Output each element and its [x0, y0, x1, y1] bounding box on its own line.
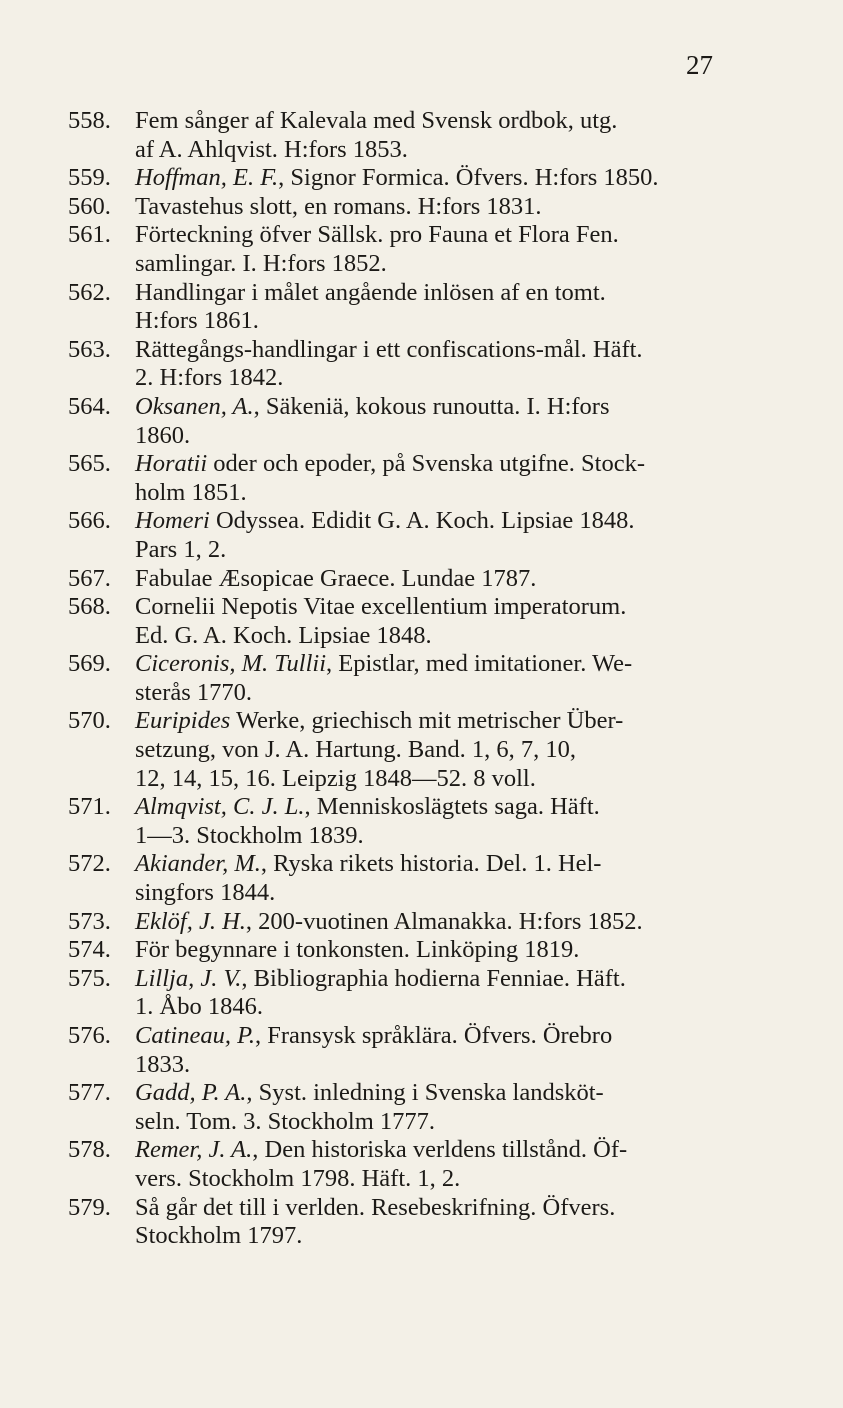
- entry-author: Horatii: [135, 450, 208, 478]
- entry-text: af A. Ahlqvist. H:fors 1853.: [135, 135, 408, 163]
- entry-author: Almqvist, C. J. L.: [135, 793, 305, 821]
- entry-line: [135, 822, 803, 851]
- entry-text: Fem sånger af Kalevala med Svensk ordbok, utg.: [135, 107, 618, 134]
- bibliography-entry: [0, 793, 843, 850]
- entry-number: 559.: [68, 164, 111, 192]
- entry-number: 566.: [68, 507, 111, 535]
- entry-text: Ed. G. A. Koch. Lipsiae 1848.: [135, 621, 432, 649]
- bibliography-entry: [0, 1136, 843, 1193]
- entry-text: 1860.: [135, 421, 191, 449]
- entry-author: Remer, J. A.: [135, 1136, 253, 1164]
- entry-line: [135, 736, 803, 765]
- entry-author: Ciceronis, M. Tullii: [135, 650, 327, 678]
- bibliography-entry: [0, 393, 843, 450]
- page-number: 27: [686, 50, 713, 80]
- entry-line: [135, 565, 803, 594]
- entry-number: 567.: [68, 564, 111, 592]
- entry-number: 560.: [68, 192, 111, 220]
- bibliography-entry: [0, 1022, 843, 1079]
- entry-text: , Fransysk språklära. Öfvers. Örebro: [255, 1022, 613, 1049]
- entry-number: 573.: [68, 907, 111, 935]
- entry-text: Pars 1, 2.: [135, 535, 227, 563]
- entry-text: , Syst. inledning i Svenska landsköt-: [246, 1079, 604, 1107]
- bibliography-list: [0, 107, 843, 1251]
- entry-number: 576.: [68, 1022, 111, 1049]
- entry-number: 563.: [68, 335, 111, 363]
- bibliography-entry: [0, 221, 843, 278]
- entry-line: [135, 422, 803, 451]
- bibliography-entry: [0, 965, 843, 1022]
- entry-line: [135, 279, 803, 308]
- entry-line: [135, 107, 803, 136]
- entry-text: 1833.: [135, 1050, 191, 1078]
- bibliography-entry: [0, 279, 843, 336]
- entry-line: [135, 250, 803, 279]
- entry-text: vers. Stockholm 1798. Häft. 1, 2.: [135, 1164, 461, 1192]
- entry-text: samlingar. I. H:fors 1852.: [135, 249, 387, 277]
- entry-line: [135, 1165, 803, 1194]
- bibliography-entry: [0, 1079, 843, 1136]
- entry-line: [135, 993, 803, 1022]
- bibliography-entry: [0, 936, 843, 965]
- entry-text: , Signor Formica. Öfvers. H:fors 1850.: [278, 164, 659, 192]
- entry-number: 565.: [68, 450, 111, 478]
- entry-author: Euripides: [135, 707, 231, 735]
- entry-text: Cornelii Nepotis Vitae excellentium imperatorum.: [135, 593, 627, 621]
- entry-text: H:fors 1861.: [135, 307, 259, 335]
- entry-line: [135, 765, 803, 794]
- entry-line: [135, 908, 803, 937]
- entry-number: 564.: [68, 392, 111, 420]
- entry-line: [135, 393, 803, 422]
- entry-text: , Säkeniä, kokous runoutta. I. H:fors: [253, 392, 610, 420]
- entry-line: [135, 593, 803, 622]
- entry-line: [135, 193, 803, 222]
- bibliography-entry: [0, 707, 843, 793]
- entry-line: [135, 364, 803, 393]
- entry-number: 577.: [68, 1079, 111, 1107]
- entry-line: [135, 793, 803, 822]
- entry-text: 1—3. Stockholm 1839.: [135, 821, 364, 849]
- entry-line: [135, 307, 803, 336]
- entry-number: 569.: [68, 650, 111, 678]
- entry-number: 562.: [68, 278, 111, 306]
- bibliography-entry: [0, 164, 843, 193]
- entry-text: , Ryska rikets historia. Del. 1. Hel-: [260, 850, 602, 878]
- entry-text: 12, 14, 15, 16. Leipzig 1848—52. 8 voll.: [135, 764, 536, 792]
- entry-text: Stockholm 1797.: [135, 1222, 303, 1250]
- entry-line: [135, 965, 803, 994]
- bibliography-entry: [0, 650, 843, 707]
- entry-line: [135, 536, 803, 565]
- entry-author: Akiander, M.: [135, 850, 261, 878]
- bibliography-entry: [0, 450, 843, 507]
- entry-text: seln. Tom. 3. Stockholm 1777.: [135, 1107, 436, 1135]
- entry-text: 2. H:fors 1842.: [135, 364, 284, 392]
- entry-line: [135, 164, 803, 193]
- entry-number: 578.: [68, 1136, 111, 1164]
- entry-number: 558.: [68, 107, 111, 134]
- entry-line: [135, 450, 803, 479]
- entry-line: [135, 1022, 803, 1051]
- entry-text: Fabulae Æsopicae Graece. Lundae 1787.: [135, 564, 537, 592]
- entry-text: sterås 1770.: [135, 678, 253, 706]
- entry-text: Handlingar i målet angående inlösen af en tomt.: [135, 278, 606, 306]
- entry-text: singfors 1844.: [135, 879, 276, 907]
- entry-number: 572.: [68, 850, 111, 878]
- entry-text: , 200-vuotinen Almanakka. H:fors 1852.: [245, 907, 643, 935]
- bibliography-entry: [0, 193, 843, 222]
- entry-line: [135, 507, 803, 536]
- entry-text: , Bibliographia hodierna Fenniae. Häft.: [241, 964, 626, 992]
- entry-line: [135, 650, 803, 679]
- entry-line: [135, 1108, 803, 1137]
- entry-text: , Menniskoslägtets saga. Häft.: [304, 793, 600, 821]
- bibliography-entry: [0, 565, 843, 594]
- entry-text: Rättegångs-handlingar i ett confiscations-mål. Häft.: [135, 335, 643, 363]
- entry-line: [135, 1194, 803, 1223]
- entry-author: Oksanen, A.: [135, 392, 254, 420]
- entry-text: setzung, von J. A. Hartung. Band. 1, 6, 7, 10,: [135, 736, 576, 764]
- entry-text: För begynnare i tonkonsten. Linköping 1819.: [135, 936, 580, 964]
- entry-author: Eklöf, J. H.: [135, 907, 246, 935]
- bibliography-entry: [0, 507, 843, 564]
- entry-line: [135, 622, 803, 651]
- entry-line: [135, 1136, 803, 1165]
- entry-number: 561.: [68, 221, 111, 249]
- entry-author: Lillja, J. V.: [135, 964, 242, 992]
- entry-line: [135, 1051, 803, 1080]
- bibliography-entry: [0, 336, 843, 393]
- entry-line: [135, 336, 803, 365]
- entry-text: Werke, griechisch mit metrischer Über-: [230, 707, 624, 735]
- entry-line: [135, 936, 803, 965]
- entry-line: [135, 479, 803, 508]
- entry-text: oder och epoder, på Svenska utgifne. Stock-: [207, 450, 646, 478]
- bibliography-entry: [0, 908, 843, 937]
- entry-number: 579.: [68, 1193, 111, 1221]
- entry-text: 1. Åbo 1846.: [135, 993, 263, 1021]
- entry-line: [135, 850, 803, 879]
- entry-line: [135, 221, 803, 250]
- entry-text: Så går det till i verlden. Resebeskrifning. Öfvers.: [135, 1193, 616, 1221]
- entry-author: Hoffman, E. F.: [135, 164, 279, 192]
- entry-line: [135, 1079, 803, 1108]
- entry-text: Förteckning öfver Sällsk. pro Fauna et Flora Fen.: [135, 221, 619, 249]
- entry-author: Homeri: [135, 507, 210, 535]
- entry-text: , Epistlar, med imitationer. We-: [326, 650, 633, 678]
- entry-number: 570.: [68, 707, 111, 735]
- entry-number: 568.: [68, 593, 111, 621]
- entry-line: [135, 707, 803, 736]
- bibliography-entry: [0, 850, 843, 907]
- entry-line: [135, 679, 803, 708]
- bibliography-entry: [0, 107, 843, 164]
- entry-text: holm 1851.: [135, 478, 247, 506]
- bibliography-entry: [0, 593, 843, 650]
- bibliography-entry: [0, 1194, 843, 1251]
- entry-author: Catineau, P.: [135, 1022, 256, 1049]
- entry-line: [135, 879, 803, 908]
- entry-number: 574.: [68, 936, 111, 964]
- entry-line: [135, 136, 803, 165]
- entry-number: 571.: [68, 793, 111, 821]
- entry-line: [135, 1222, 803, 1251]
- entry-author: Gadd, P. A.: [135, 1079, 247, 1107]
- entry-text: , Den historiska verldens tillstånd. Öf-: [252, 1136, 628, 1164]
- entry-number: 575.: [68, 964, 111, 992]
- entry-text: Odyssea. Edidit G. A. Koch. Lipsiae 1848.: [209, 507, 635, 535]
- entry-text: Tavastehus slott, en romans. H:fors 1831.: [135, 192, 542, 220]
